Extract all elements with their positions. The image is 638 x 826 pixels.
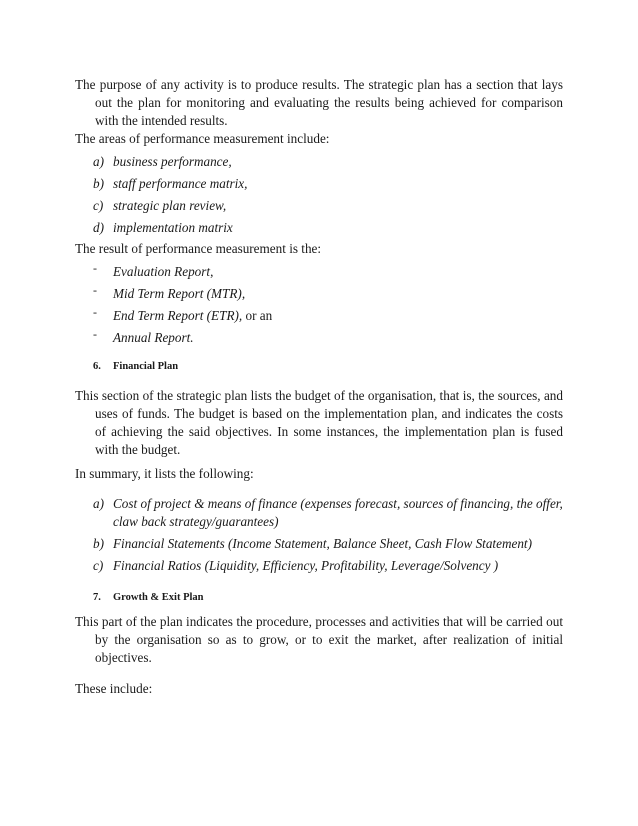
report-name: Annual Report. bbox=[113, 330, 194, 345]
result-intro: The result of performance measurement is the: bbox=[75, 241, 322, 256]
list-item bbox=[93, 175, 563, 193]
section-title: Growth & Exit Plan bbox=[113, 592, 204, 603]
list-label: b) bbox=[93, 536, 104, 551]
section-heading-growth bbox=[93, 589, 204, 607]
report-name: End Term Report (ETR), bbox=[113, 308, 243, 323]
section-number: 6. bbox=[93, 361, 101, 372]
purpose-paragraph: The purpose of any activity is to produce results. The strategic plan has a section that lays out the plan for monitoring and evaluating the results being achieved for comparison with the intended results. bbox=[75, 77, 563, 128]
report-suffix: or an bbox=[242, 308, 273, 323]
list-label: a) bbox=[93, 496, 104, 511]
list-item bbox=[93, 535, 563, 553]
list-item bbox=[93, 153, 563, 171]
section-number: 7. bbox=[93, 592, 101, 603]
list-text: strategic plan review, bbox=[113, 198, 227, 213]
list-text: business performance, bbox=[113, 154, 232, 169]
report-name: Mid Term Report (MTR), bbox=[113, 286, 246, 301]
list-text: staff performance matrix, bbox=[113, 176, 248, 191]
growth-paragraph: This part of the plan indicates the procedure, processes and activities that will be carried out by the organisation so as to grow, or to exit the market, after realization of initial objectives. bbox=[75, 614, 563, 665]
dash-bullet: - bbox=[93, 261, 97, 275]
list-label: c) bbox=[93, 558, 104, 573]
list-text: Financial Ratios (Liquidity, Efficiency, Profitability, Leverage/Solvency ) bbox=[113, 558, 499, 573]
list-item bbox=[93, 197, 563, 215]
list-item bbox=[93, 557, 563, 575]
list-label: a) bbox=[93, 154, 104, 169]
dash-bullet: - bbox=[93, 305, 97, 319]
list-label: d) bbox=[93, 220, 104, 235]
financial-paragraph: This section of the strategic plan lists the budget of the organisation, that is, the sources, and uses of funds. The budget is based on the implementation plan, and indicates the costs of achieving the said objectives. In some instances, the implementation plan is fused with the budget. bbox=[75, 388, 563, 457]
list-label: b) bbox=[93, 176, 104, 191]
list-label: c) bbox=[93, 198, 104, 213]
areas-intro: The areas of performance measurement include: bbox=[75, 131, 330, 146]
section-heading-financial bbox=[93, 358, 178, 376]
list-text: Cost of project & means of finance (expenses forecast, sources of financing, the offer, claw back strategy/guarantees) bbox=[113, 496, 563, 529]
report-suffix: , bbox=[210, 264, 214, 279]
list-text: implementation matrix bbox=[113, 220, 233, 235]
list-item bbox=[93, 219, 563, 237]
list-item bbox=[93, 495, 563, 531]
summary-intro: In summary, it lists the following: bbox=[75, 466, 254, 481]
section-title: Financial Plan bbox=[113, 361, 179, 372]
dash-bullet: - bbox=[93, 327, 97, 341]
dash-bullet: - bbox=[93, 283, 97, 297]
these-include: These include: bbox=[75, 681, 153, 696]
report-name: Evaluation Report bbox=[113, 264, 211, 279]
list-text: Financial Statements (Income Statement, Balance Sheet, Cash Flow Statement) bbox=[113, 536, 532, 551]
